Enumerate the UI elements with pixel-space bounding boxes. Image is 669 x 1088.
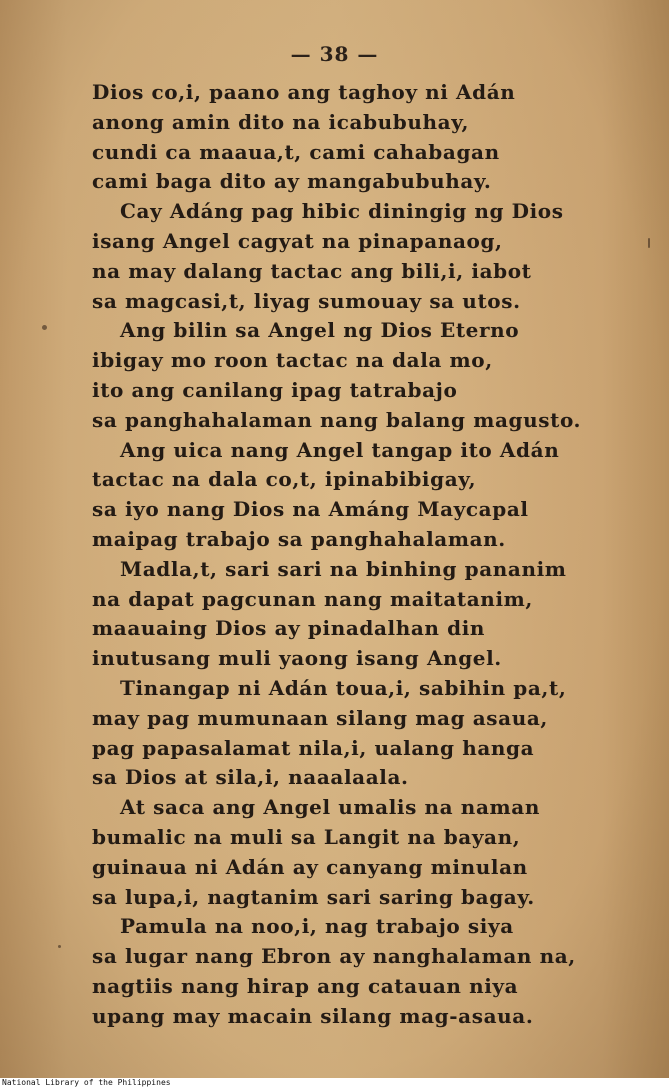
verse-line: nagtiis nang hirap ang catauan niya: [92, 973, 519, 998]
verse-line: At saca ang Angel umalis na naman: [120, 795, 540, 820]
stanza: [92, 197, 652, 316]
verse-line: sa iyo nang Dios na Amáng Maycapal: [92, 497, 529, 522]
paper-speck: [58, 945, 61, 948]
verse-line: sa panghahalaman nang balang magusto.: [92, 407, 582, 432]
stanza: [92, 912, 652, 1031]
paper-speck: [648, 238, 650, 248]
verse-line: cundi ca maaua,t, cami cahabagan: [92, 139, 500, 164]
stanza: [92, 436, 652, 555]
verse-line: na may dalang tactac ang bili,i, iabot: [92, 258, 532, 283]
verse-line: tactac na dala co,t, ipinabibigay,: [92, 467, 477, 492]
verse-line: guinaua ni Adán ay canyang minulan: [92, 854, 528, 879]
verse-line: pag papasalamat nila,i, ualang hanga: [92, 735, 535, 760]
verse-line: cami baga dito ay mangabubuhay.: [92, 169, 492, 194]
verse-line: may pag mumunaan silang mag asaua,: [92, 705, 548, 730]
library-credit: National Library of the Philippines: [2, 1078, 171, 1087]
verse-line: sa magcasi,t, liyag sumouay sa utos.: [92, 288, 521, 313]
verse-line: Pamula na noo,i, nag trabajo siya: [120, 914, 514, 939]
verse-line: Cay Adáng pag hibic diningig ng Dios: [120, 199, 564, 224]
stanza: [92, 316, 652, 435]
verse-line: Dios co,i, paano ang taghoy ni Adán: [92, 80, 516, 104]
verse-line: isang Angel cagyat na pinapanaog,: [92, 228, 503, 253]
verse-line: bumalic na muli sa Langit na bayan,: [92, 824, 521, 849]
verse-line: sa lupa,i, nagtanim sari saring bagay.: [92, 884, 535, 909]
paper-speck: [42, 325, 47, 330]
poem-text: [92, 78, 652, 1032]
verse-line: na dapat pagcunan nang maitatanim,: [92, 586, 533, 611]
stanza: [92, 555, 652, 674]
verse-line: maipag trabajo sa panghahalaman.: [92, 526, 506, 551]
verse-line: sa Dios at sila,i, naaalaala.: [92, 765, 409, 790]
stanza: [92, 78, 652, 197]
verse-line: maauaing Dios ay pinadalhan din: [92, 616, 486, 641]
verse-line: sa lugar nang Ebron ay nanghalaman na,: [92, 944, 576, 969]
verse-line: Ang uica nang Angel tangap ito Adán: [120, 437, 560, 462]
verse-line: inutusang muli yaong isang Angel.: [92, 646, 502, 671]
verse-line: upang may macain silang mag-asaua.: [92, 1003, 534, 1028]
verse-line: Ang bilin sa Angel ng Dios Eterno: [120, 318, 520, 343]
stanza: [92, 674, 652, 793]
stanza: [92, 793, 652, 912]
verse-line: ibigay mo roon tactac na dala mo,: [92, 348, 493, 373]
verse-line: Madla,t, sari sari na binhing pananim: [120, 556, 567, 581]
verse-line: Tinangap ni Adán toua,i, sabihin pa,t,: [120, 675, 567, 700]
verse-line: ito ang canilang ipag tatrabajo: [92, 377, 458, 402]
verse-line: anong amin dito na icabubuhay,: [92, 109, 470, 134]
page-number: — 38 —: [290, 42, 379, 66]
